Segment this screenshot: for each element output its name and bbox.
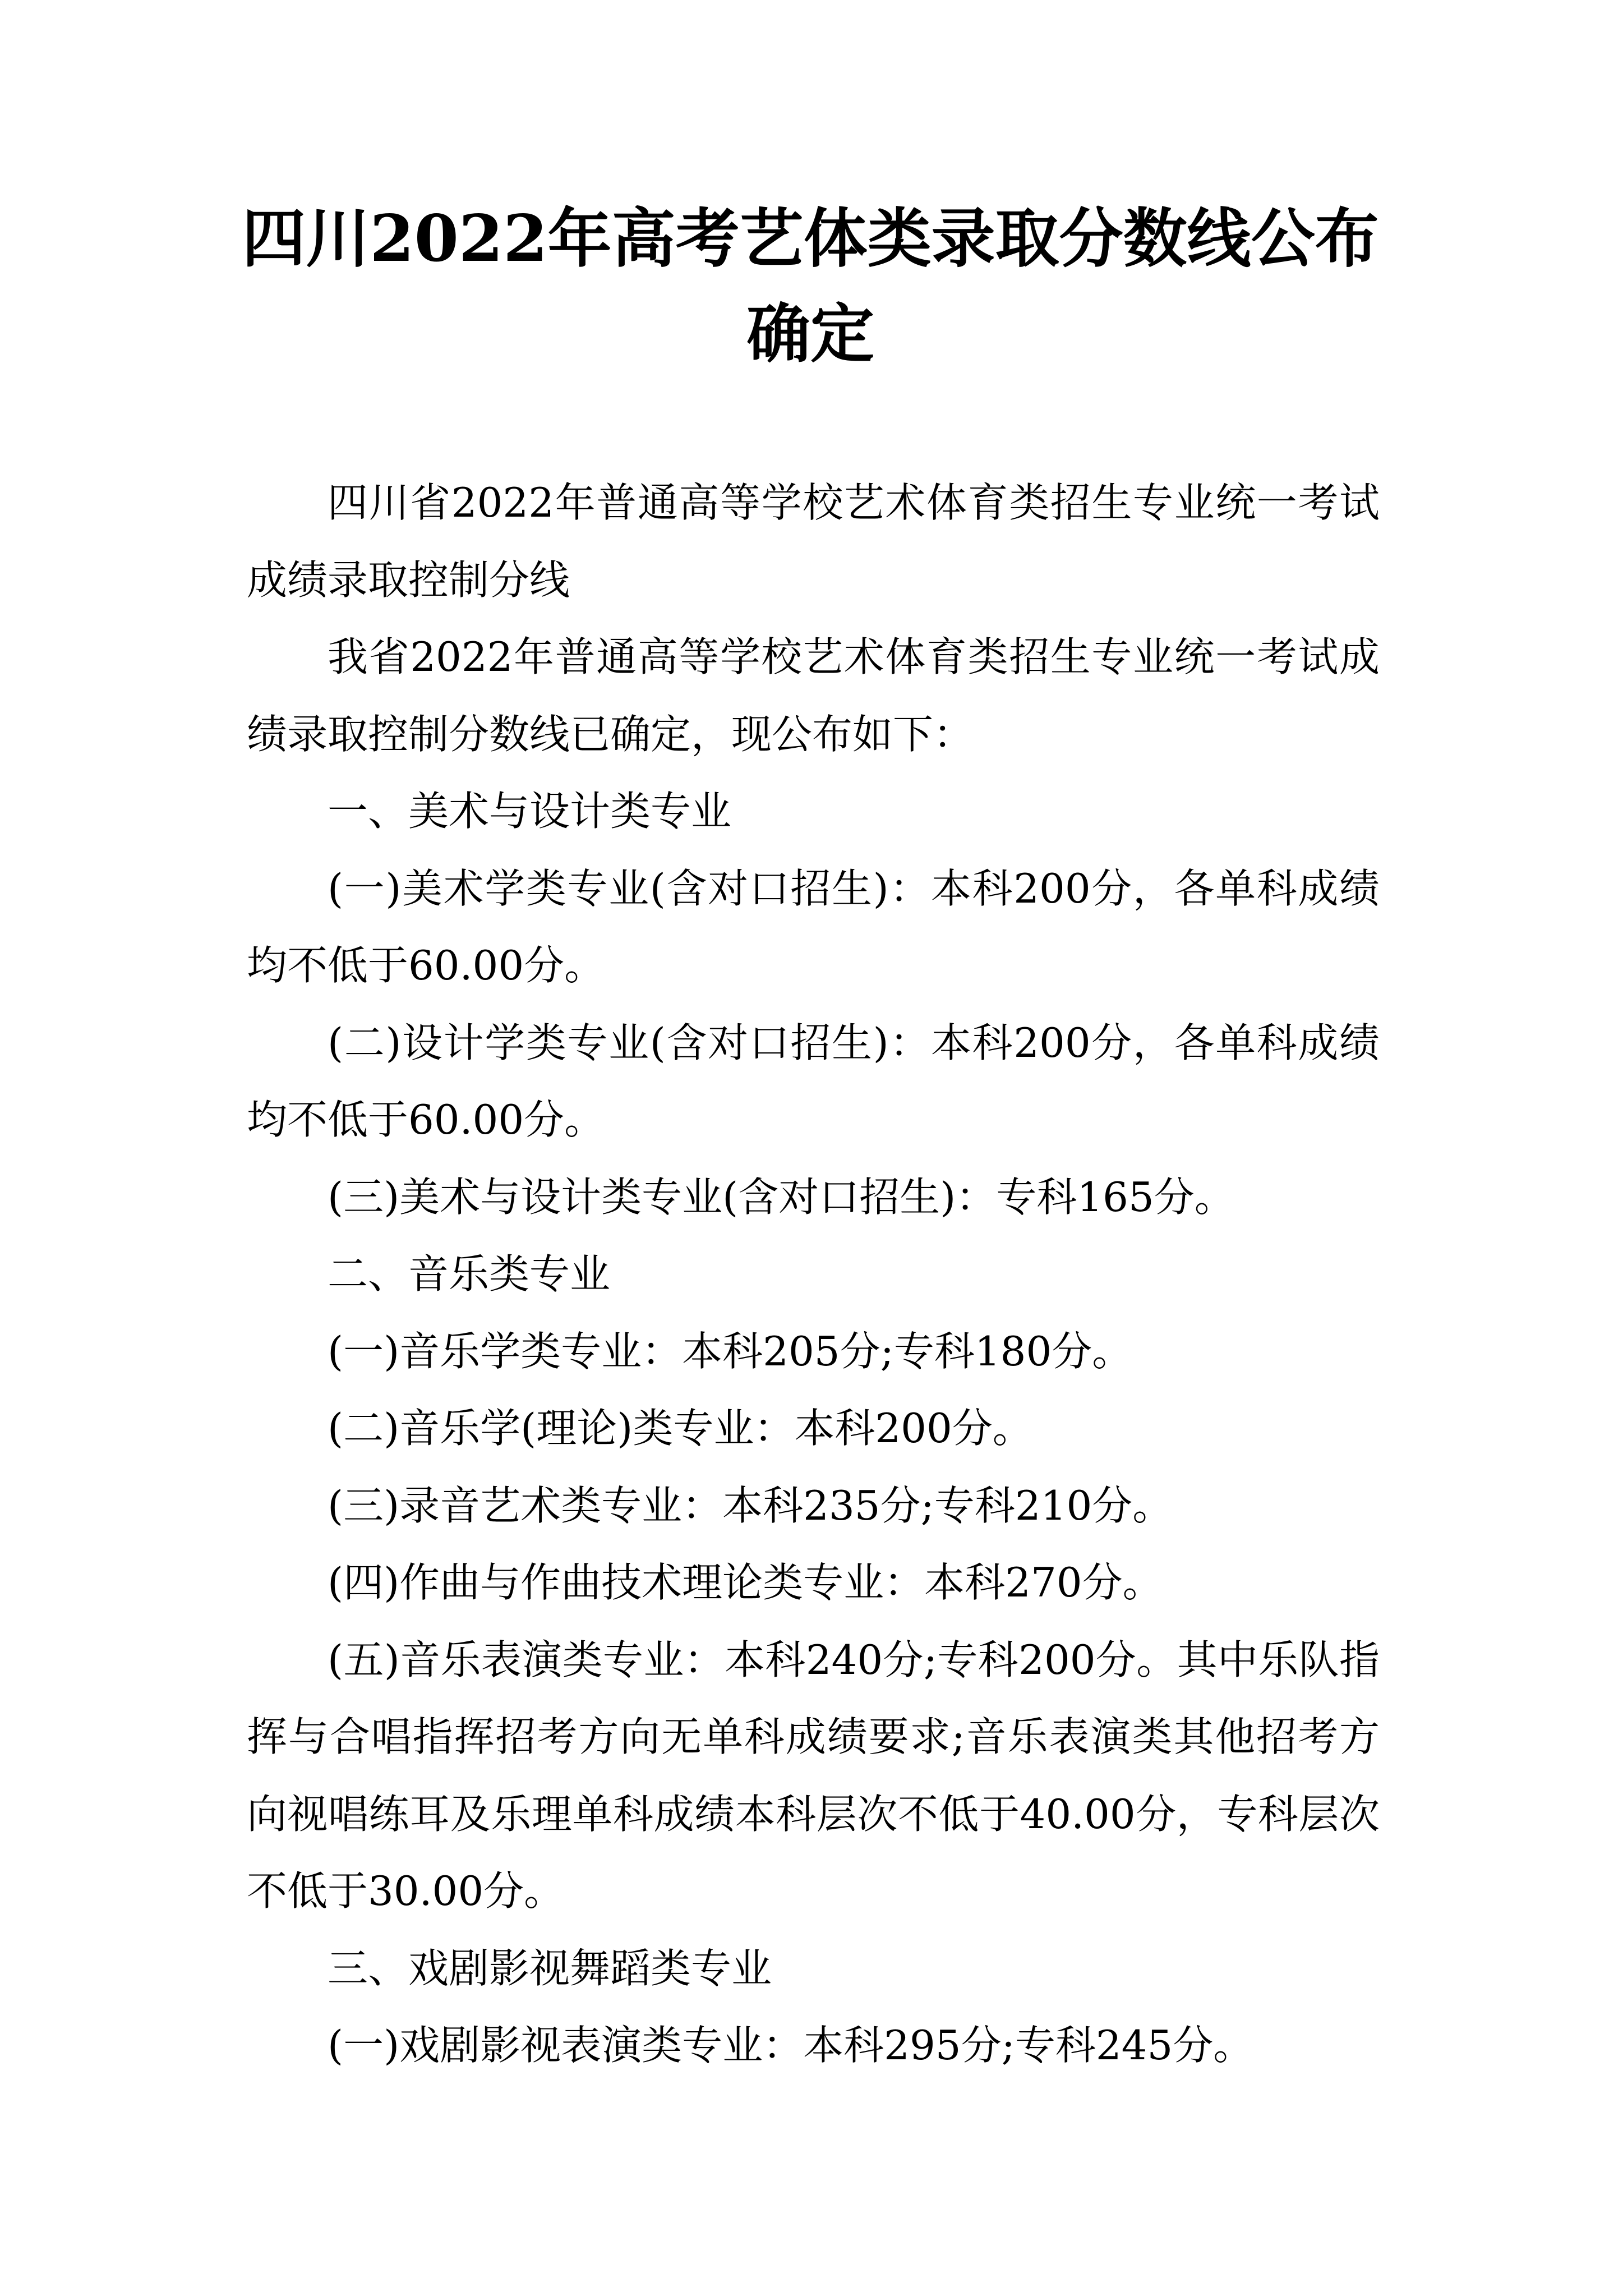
section-heading-drama: 三、戏剧影视舞蹈类专业 [328,1944,772,1992]
paragraph-intro: 我省2022年普通高等学校艺术体育类招生专业统一考试成绩录取控制分数线已确定，现公布如下： [247,633,1380,758]
paragraph-music-4: (四)作曲与作曲技术理论类专业：本科270分。 [328,1559,1163,1606]
paragraph-fine-arts-3: (三)美术与设计类专业(含对口招生)：专科165分。 [328,1173,1235,1221]
paragraph-music-2: (二)音乐学(理论)类专业：本科200分。 [328,1405,1033,1452]
paragraph-fine-arts-1: (一)美术学类专业(含对口招生)：本科200分，各单科成绩均不低于60.00分。 [247,864,1380,989]
paragraph-fine-arts-2: (二)设计学类专业(含对口招生)：本科200分，各单科成绩均不低于60.00分。 [247,1019,1380,1143]
paragraph-music-1: (一)音乐学类专业：本科205分;专科180分。 [328,1327,1133,1375]
paragraph-music-5: (五)音乐表演类专业：本科240分;专科200分。其中乐队指挥与合唱指挥招考方向无单科成绩要求;音乐表演类其他招考方向视唱练耳及乐理单科成绩本科层次不低于40.00分，专科层次不低于30.00分。 [247,1636,1380,1915]
section-heading-fine-arts: 一、美术与设计类专业 [328,788,732,835]
paragraph-drama-1: (一)戏剧影视表演类专业：本科295分;专科245分。 [328,2022,1254,2069]
paragraph-music-3: (三)录音艺术类专业：本科235分;专科210分。 [328,1481,1173,1529]
document-body [247,464,1380,2085]
document-title: 四川2022年高考艺体类录取分数线公布确定 [242,201,1379,371]
paragraph-subtitle: 四川省2022年普通高等学校艺术体育类招生专业统一考试成绩录取控制分线 [247,479,1380,604]
section-heading-music: 二、音乐类专业 [328,1250,611,1297]
